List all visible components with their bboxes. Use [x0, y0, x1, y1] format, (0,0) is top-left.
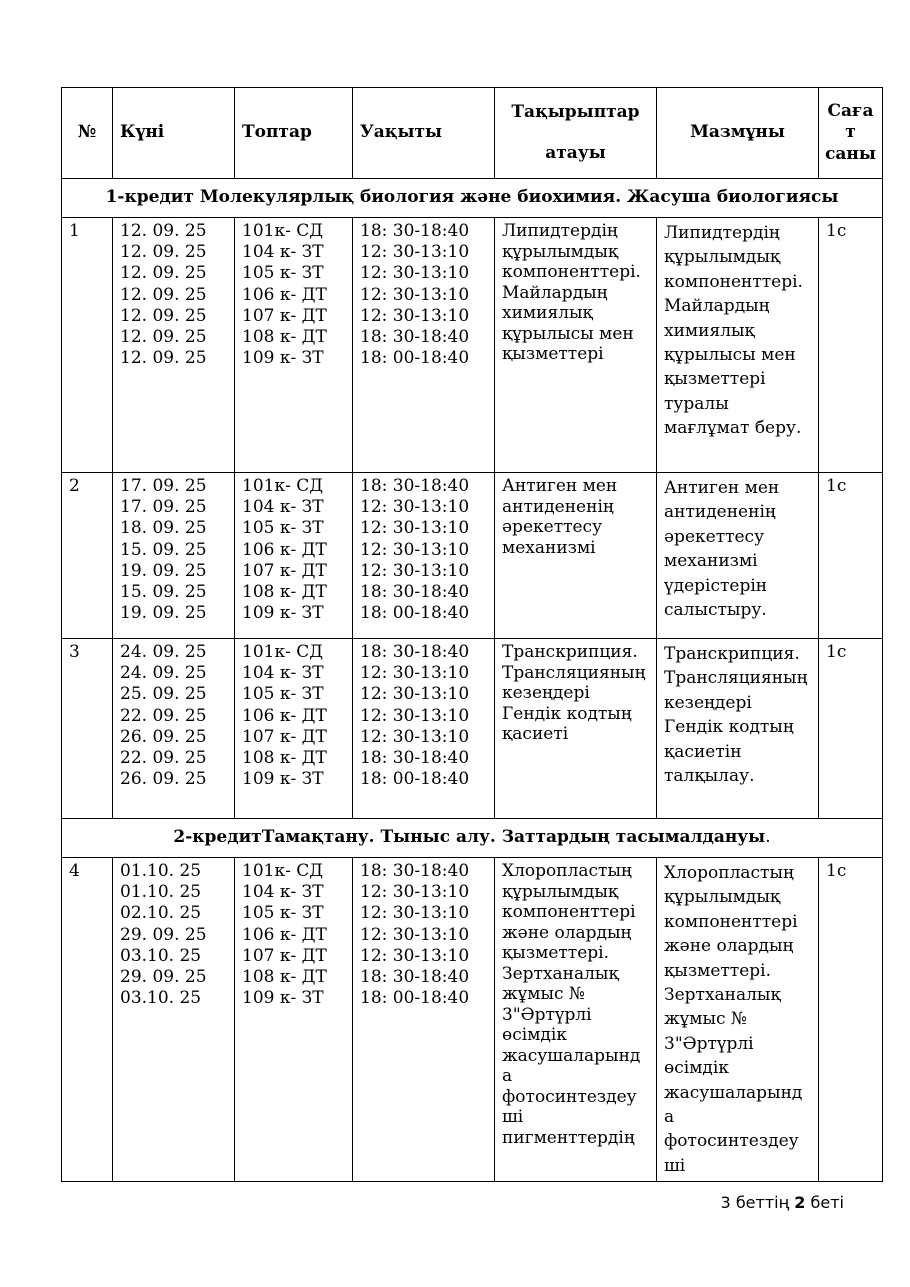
row-times: 18: 30-18:40 12: 30-13:10 12: 30-13:10 12: 30-13:10 12: 30-13:10 18: 30-18:40 18: 00-18:40 — [353, 639, 495, 819]
header-groups: Топтар — [235, 88, 353, 179]
row-groups: 101к- СД 104 к- ЗТ 105 к- ЗТ 106 к- ДТ 107 к- ДТ 108 к- ДТ 109 к- ЗТ — [235, 639, 353, 819]
row-groups: 101к- СД 104 к- ЗТ 105 к- ЗТ 106 к- ДТ 107 к- ДТ 108 к- ДТ 109 к- ЗТ — [235, 473, 353, 639]
header-date: Күні — [113, 88, 235, 179]
row-topic: Антиген мен антидененің әрекеттесу механизмі — [495, 473, 657, 639]
credit-row-1 — [62, 179, 883, 218]
row-content: Хлоропластың құрылымдық компоненттері және олардың қызметтері. Зертханалық жұмыс № 3"Әртүрлі өсімдік жасушаларында фотосинтездеуші — [657, 858, 819, 1182]
row-hours: 1с — [819, 639, 883, 819]
header-content: Мазмұны — [657, 88, 819, 179]
row-dates: 17. 09. 25 17. 09. 25 18. 09. 25 15. 09. 25 19. 09. 25 15. 09. 25 19. 09. 25 — [113, 473, 235, 639]
row-groups: 101к- СД 104 к- ЗТ 105 к- ЗТ 106 к- ДТ 107 к- ДТ 108 к- ДТ 109 к- ЗТ — [235, 858, 353, 1182]
row-content: Антиген мен антидененің әрекеттесу механизмі үдерістерін салыстыру. — [657, 473, 819, 639]
header-topic — [495, 88, 657, 179]
table-row — [62, 858, 883, 1182]
row-num: 1 — [62, 218, 113, 473]
row-hours: 1с — [819, 218, 883, 473]
row-dates: 24. 09. 25 24. 09. 25 25. 09. 25 22. 09. 25 26. 09. 25 22. 09. 25 26. 09. 25 — [113, 639, 235, 819]
header-time: Уақыты — [353, 88, 495, 179]
header-hours-line2: т — [845, 122, 856, 143]
credit-1-title: 1-кредит Молекулярлық биология және биохимия. Жасуша биологиясы — [62, 179, 883, 218]
table-row — [62, 473, 883, 639]
credit-2-title: 2-кредитТамақтану. Тыныс алу. Заттардың тасымалдануы — [173, 827, 766, 848]
row-hours: 1с — [819, 473, 883, 639]
page-footer — [721, 1193, 844, 1212]
row-content: Липидтердің құрылымдық компоненттері. Майлардың химиялық құрылысы мен қызметтері туралы мағлұмат беру. — [657, 218, 819, 473]
header-hours — [819, 88, 883, 179]
row-hours: 1с — [819, 858, 883, 1182]
row-topic: Транскрипция. Трансляцияның кезеңдері Гендік кодтың қасиеті — [495, 639, 657, 819]
row-topic: Хлоропластың құрылымдық компоненттері және олардың қызметтері. Зертханалық жұмыс № 3"Әртүрлі өсімдік жасушаларында фотосинтездеуші пигменттердің — [495, 858, 657, 1182]
header-num: № — [62, 88, 113, 179]
row-num: 2 — [62, 473, 113, 639]
row-dates: 12. 09. 25 12. 09. 25 12. 09. 25 12. 09. 25 12. 09. 25 12. 09. 25 12. 09. 25 — [113, 218, 235, 473]
header-topic-line1: Тақырыптар — [511, 101, 640, 122]
row-num: 4 — [62, 858, 113, 1182]
row-times: 18: 30-18:40 12: 30-13:10 12: 30-13:10 12: 30-13:10 12: 30-13:10 18: 30-18:40 18: 00-18:40 — [353, 858, 495, 1182]
row-dates: 01.10. 25 01.10. 25 02.10. 25 29. 09. 25 03.10. 25 29. 09. 25 03.10. 25 — [113, 858, 235, 1182]
header-topic-line2: атауы — [545, 143, 606, 163]
document-page — [61, 87, 882, 1182]
header-hours-line3: саны — [825, 143, 876, 164]
credit-2-tail: . — [765, 827, 771, 848]
footer-suffix: беті — [810, 1193, 844, 1212]
row-times: 18: 30-18:40 12: 30-13:10 12: 30-13:10 12: 30-13:10 12: 30-13:10 18: 30-18:40 18: 00-18:40 — [353, 473, 495, 639]
table-row — [62, 639, 883, 819]
row-times: 18: 30-18:40 12: 30-13:10 12: 30-13:10 12: 30-13:10 12: 30-13:10 18: 30-18:40 18: 00-18:40 — [353, 218, 495, 473]
table-row — [62, 218, 883, 473]
credit-2-cell — [62, 819, 883, 858]
row-topic: Липидтердің құрылымдық компоненттері. Майлардың химиялық құрылысы мен қызметтері — [495, 218, 657, 473]
header-row — [62, 88, 883, 179]
credit-row-2 — [62, 819, 883, 858]
row-num: 3 — [62, 639, 113, 819]
footer-page-number: 2 — [794, 1193, 806, 1212]
footer-prefix: 3 беттің — [720, 1193, 790, 1212]
header-hours-line1: Сағa — [827, 101, 874, 122]
row-content: Транскрипция. Трансляцияның кезеңдері Гендік кодтың қасиетін талқылау. — [657, 639, 819, 819]
row-groups: 101к- СД 104 к- ЗТ 105 к- ЗТ 106 к- ДТ 107 к- ДТ 108 к- ДТ 109 к- ЗТ — [235, 218, 353, 473]
schedule-table — [61, 87, 883, 1182]
